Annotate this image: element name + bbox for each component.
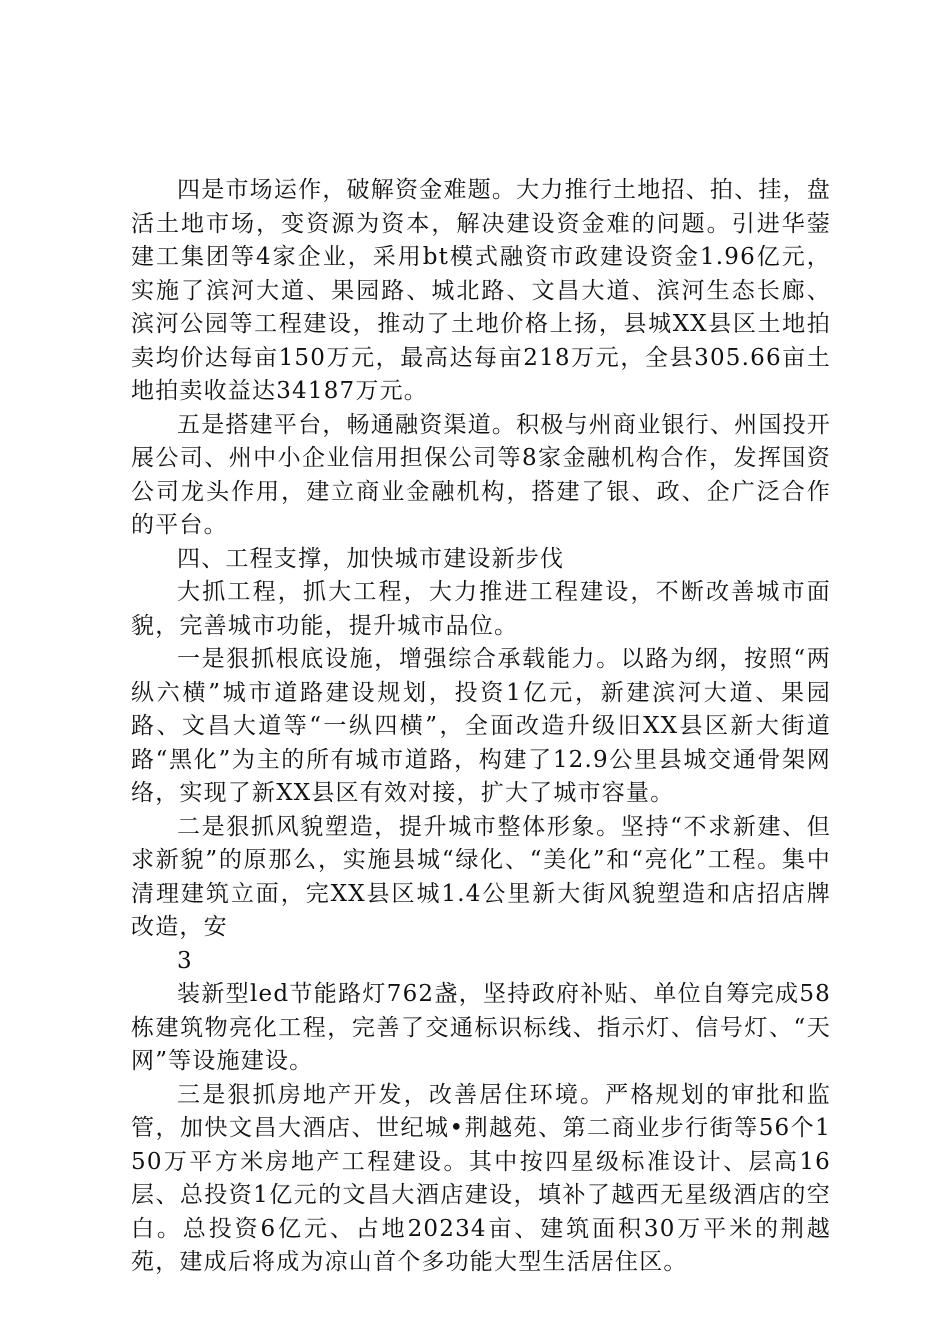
section-heading-engineering-support: 四、工程支撑，加快城市建设新步伐 bbox=[177, 545, 565, 572]
paragraph-city-appearance: 二是狠抓风貌塑造，提升城市整体形象。坚持“不求新建、但求新貌”的原那么，实施县城“绿化、“美化”和“亮化”工程。集中清理建筑立面，完XX县区城1.4公里新大街风貌塑造和店招店牌改造，安 bbox=[131, 813, 831, 940]
paragraph-infrastructure: 一是狠抓根底设施，增强综合承载能力。以路为纲，按照“两纵六横”城市道路建设规划，投资1亿元，新建滨河大道、果园路、文昌大道等“一纵四横”，全面改造升级旧XX县区新大街道路“黑化”为主的所有城市道路，构建了12.9公里县城交通骨架网络，实现了新XX县区有效对接，扩大了城市容量。 bbox=[131, 646, 831, 806]
paragraph-engineering-intro: 大抓工程，抓大工程，大力推进工程建设，不断改善城市面貌，完善城市功能，提升城市品位。 bbox=[131, 579, 831, 639]
page-number: 3 bbox=[177, 947, 193, 974]
paragraph-real-estate: 三是狠抓房地产开发，改善居住环境。严格规划的审批和监管，加快文昌大酒店、世纪城•荆越苑、第二商业步行街等56个150万平方米房地产工程建设。其中按四星级标准设计、层高16层、总投资1亿元的文昌大酒店建设，填补了越西无星级酒店的空白。总投资6亿元、占地20234亩、建筑面积30万平米的荆越苑，建成后将成为凉山首个多功能大型生活居住区。 bbox=[131, 1081, 831, 1275]
paragraph-financing-platform: 五是搭建平台，畅通融资渠道。积极与州商业银行、州国投开展公司、州中小企业信用担保公司等8家金融机构合作，发挥国资公司龙头作用，建立商业金融机构，搭建了银、政、企广泛合作的平台。 bbox=[131, 411, 831, 538]
paragraph-lighting-installation: 装新型led节能路灯762盏，坚持政府补贴、单位自筹完成58栋建筑物亮化工程，完善了交通标识标线、指示灯、信号灯、“天网”等设施建设。 bbox=[131, 981, 831, 1074]
document-body bbox=[131, 174, 831, 1280]
paragraph-market-operation: 四是市场运作，破解资金难题。大力推行土地招、拍、挂，盘活土地市场，变资源为资本，解决建设资金难的问题。引进华蓥建工集团等4家企业，采用bt模式融资市政建设资金1.96亿元，实施了滨河大道、果园路、城北路、文昌大道、滨河生态长廊、滨河公园等工程建设，推动了土地价格上扬，县城XX县区土地拍卖均价达每亩150万元，最高达每亩218万元，全县305.66亩土地拍卖收益达34187万元。 bbox=[131, 177, 831, 404]
